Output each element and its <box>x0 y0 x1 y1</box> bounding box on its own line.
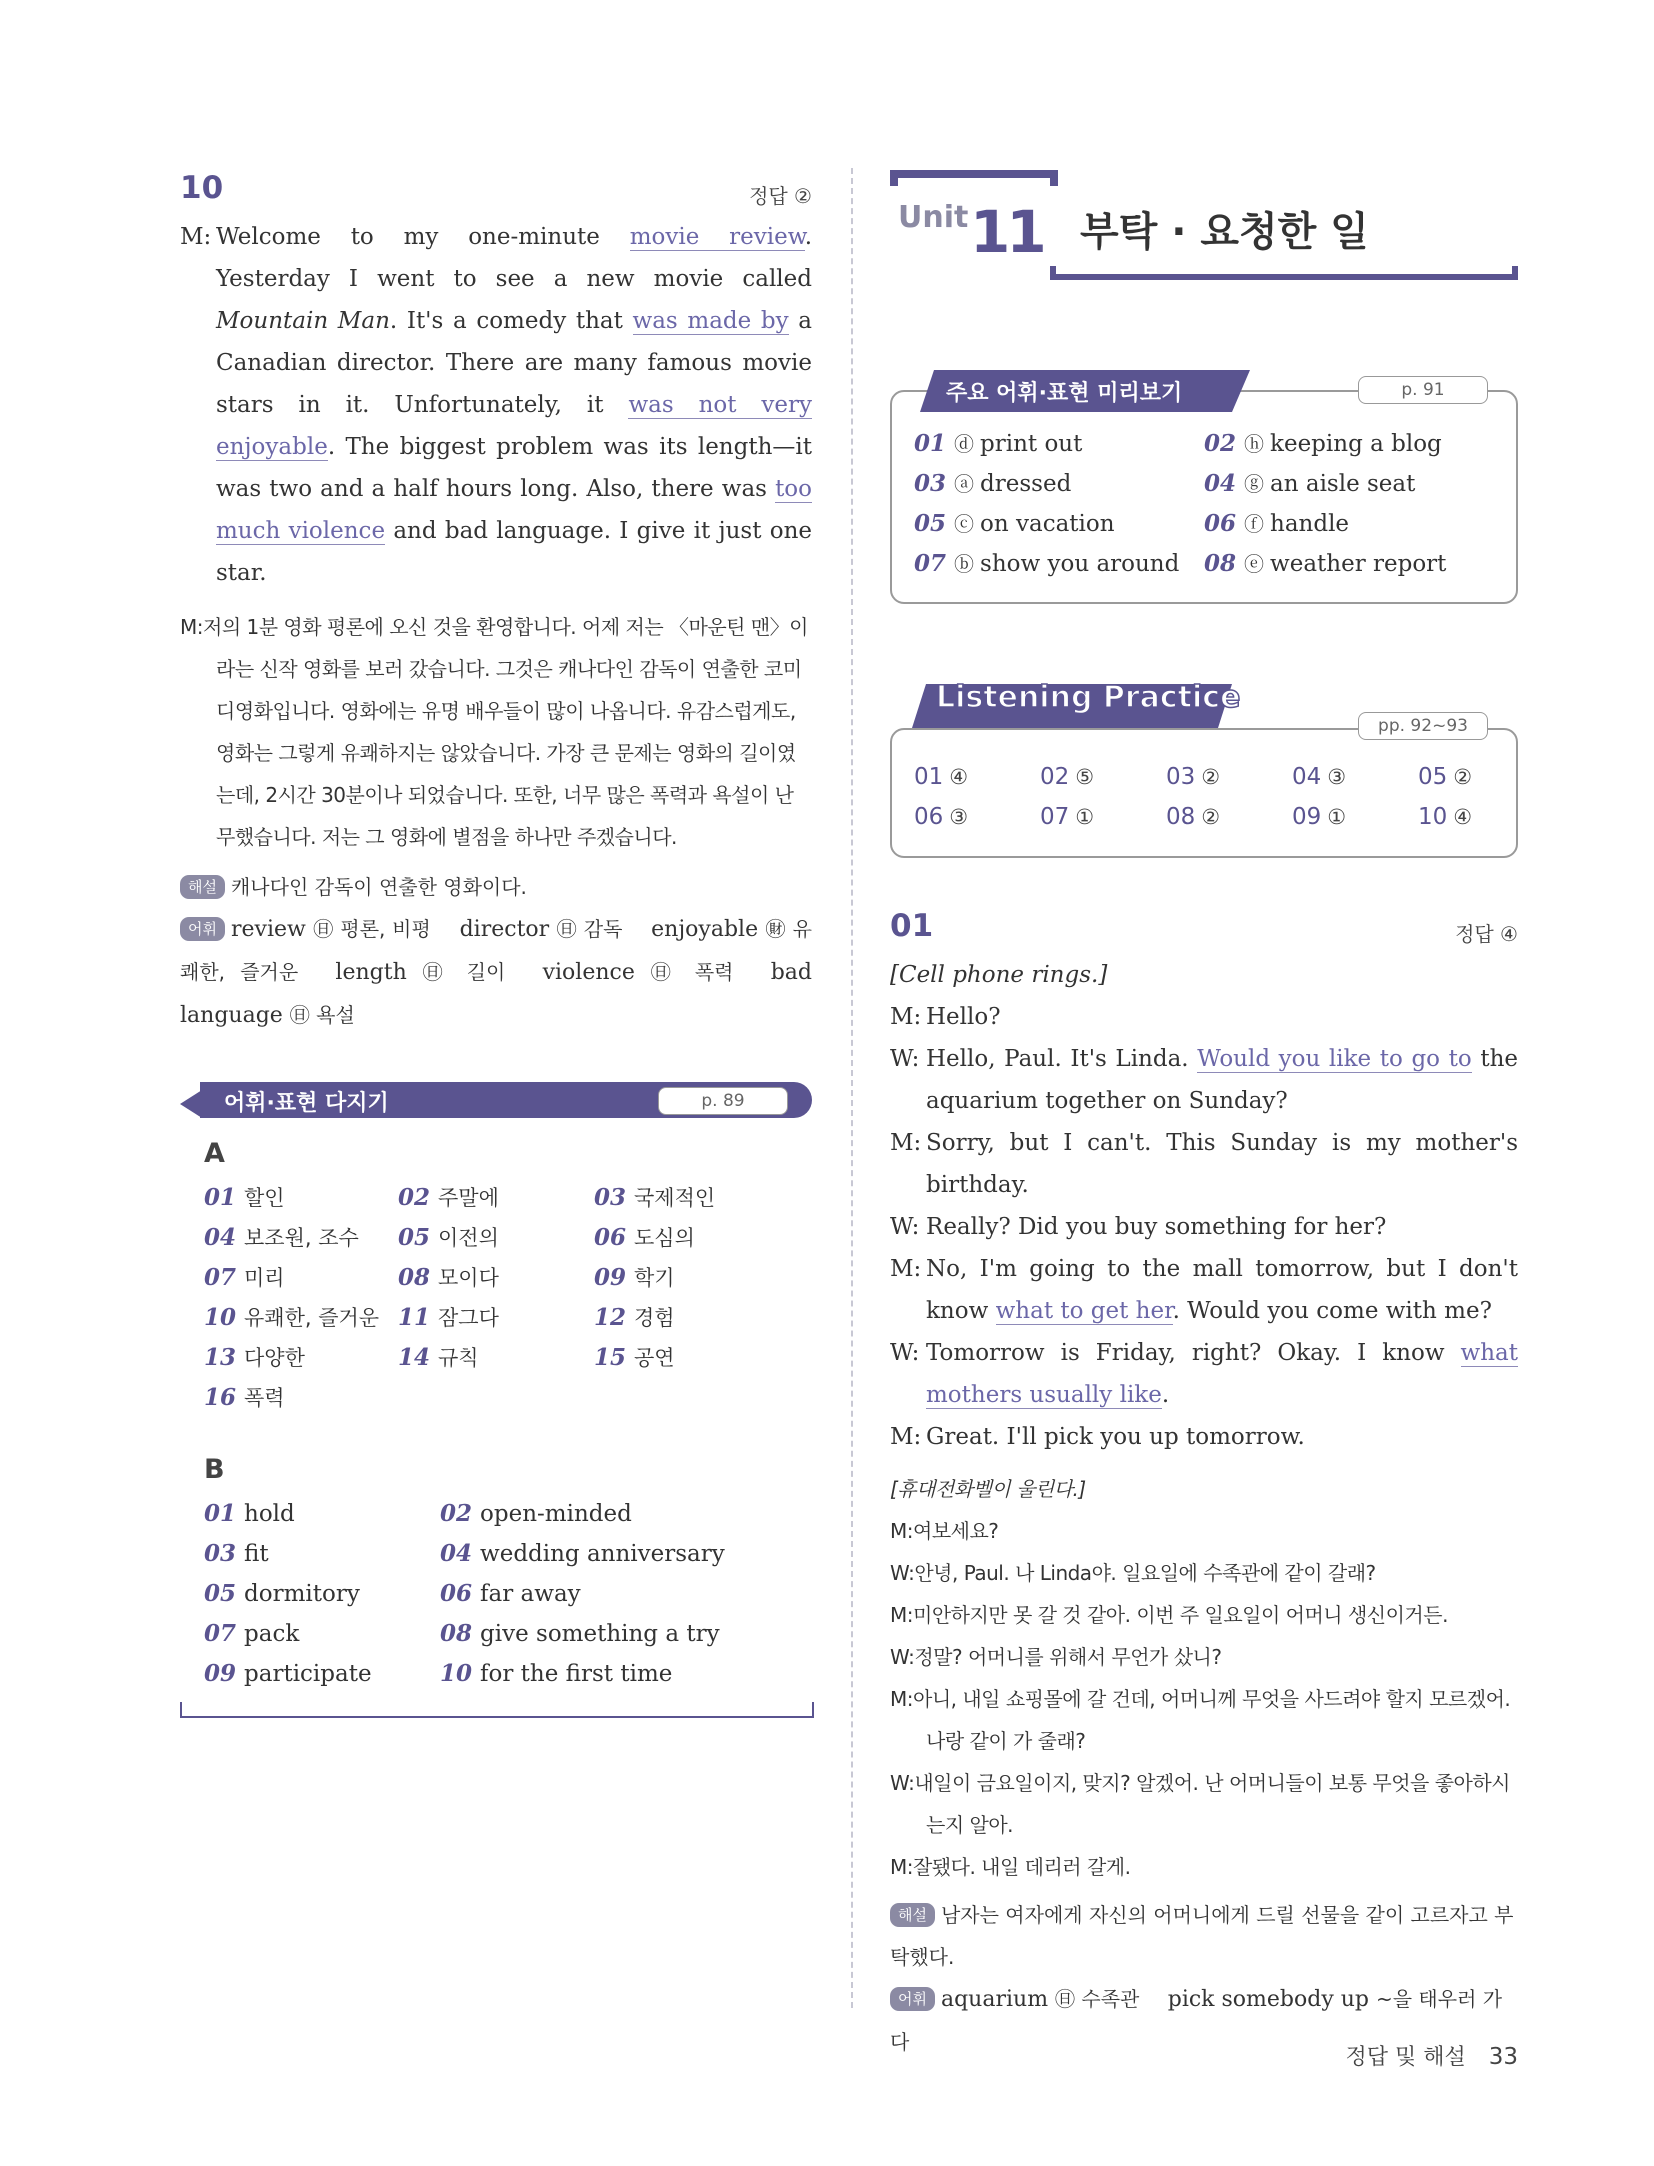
blank-answer: what mothers usually like <box>926 1340 1518 1408</box>
listening-title: Listening Practice <box>936 680 1241 715</box>
dialogue-english <box>180 216 812 594</box>
dialogue-line <box>890 1594 1518 1636</box>
vocab-en: violence <box>542 960 651 985</box>
vocab-en: review <box>230 917 314 942</box>
listening-item <box>1292 764 1346 790</box>
speaker: M: <box>180 224 212 250</box>
item-text: dressed <box>980 471 1072 497</box>
item-number: 01 <box>204 1500 237 1527</box>
section-a-item <box>594 1342 675 1372</box>
word-practice-section <box>180 1082 812 1722</box>
item-choice: ⓒ <box>954 512 975 536</box>
section-a-item <box>398 1182 499 1212</box>
practice-title: 어휘·표현 다지기 <box>224 1091 389 1116</box>
speaker: M: <box>890 1603 913 1627</box>
section-a-item <box>398 1302 499 1332</box>
dialogue-text: Hello, Paul. It's Linda. <box>926 1046 1198 1072</box>
dialogue-text: 여보세요? <box>913 1519 999 1543</box>
preview-item <box>1204 508 1349 537</box>
left-column <box>180 170 812 1037</box>
listening-item <box>1166 764 1220 790</box>
listening-page-box <box>1358 712 1488 740</box>
unit-header <box>890 170 1518 295</box>
item-number: 07 <box>204 1264 237 1291</box>
section-a-item <box>204 1262 285 1292</box>
item-number: 10 <box>204 1304 237 1331</box>
item-number: 04 <box>1292 764 1322 790</box>
section-a-item <box>398 1222 499 1252</box>
preview-item <box>914 508 1115 537</box>
question-01 <box>890 908 1518 2063</box>
dialogue-text: Really? Did you buy something for her? <box>926 1214 1387 1240</box>
item-number: 13 <box>204 1344 237 1371</box>
item-text: 폭력 <box>244 1386 285 1410</box>
preview-title: 주요 어휘·표현 미리보기 <box>946 381 1183 406</box>
section-a-item <box>204 1222 359 1252</box>
item-number: 07 <box>914 550 947 577</box>
item-number: 09 <box>204 1660 237 1687</box>
item-number: 04 <box>440 1540 473 1567</box>
item-text: 유쾌한, 즐거운 <box>244 1306 380 1330</box>
vocab-item <box>543 960 734 984</box>
vocab-ko: ㊐ 수족관 <box>1055 1987 1140 2011</box>
item-text: keeping a blog <box>1270 431 1442 457</box>
item-text: weather report <box>1270 551 1447 577</box>
item-number: 08 <box>1204 550 1237 577</box>
unit-label: Unit <box>898 200 969 235</box>
item-text: 보조원, 조수 <box>244 1226 359 1250</box>
dialogue-korean <box>180 606 812 858</box>
dialogue-line <box>890 1552 1518 1594</box>
preview-item <box>1204 468 1415 497</box>
dialogue-line <box>890 1678 1518 1762</box>
speaker: M: <box>890 1519 913 1543</box>
speaker: M: <box>890 1855 913 1879</box>
vocab-item <box>460 917 623 941</box>
answer-label: 정답 ② <box>749 184 812 208</box>
section-b-item <box>440 1660 672 1687</box>
item-number: 06 <box>594 1224 627 1251</box>
dialogue-line <box>890 1206 1518 1248</box>
vocab-en: pick somebody up <box>1167 1987 1376 2012</box>
speaker: M: <box>180 615 203 639</box>
vocab-ko: ㊐ 욕설 <box>289 1003 355 1027</box>
preview-item <box>914 428 1082 457</box>
section-a-item <box>204 1342 305 1372</box>
section-a-item <box>594 1182 715 1212</box>
speaker: W: <box>890 1214 920 1240</box>
dialogue-text: 정말? 어머니를 위해서 무언가 샀니? <box>914 1645 1222 1669</box>
item-text: 모이다 <box>438 1266 499 1290</box>
dialogue-text: Tomorrow is Friday, right? Okay. I know <box>926 1340 1461 1366</box>
speaker: W: <box>890 1771 915 1795</box>
stage-direction: [Cell phone rings.] <box>890 962 1108 988</box>
item-choice: ③ <box>1327 765 1347 789</box>
explanation-tag: 해설 <box>890 1903 935 1927</box>
vocab-item <box>335 960 505 984</box>
item-text: 국제적인 <box>634 1186 716 1210</box>
vocab-ko: ㊐ 평론, 비평 <box>313 917 431 941</box>
section-a-item <box>594 1302 675 1332</box>
preview-item <box>914 468 1071 497</box>
unit-title: 부탁 · 요청한 일 <box>1080 209 1369 255</box>
dialogue-text: the aquarium together on Sunday? <box>926 1046 1519 1114</box>
vocab-tag: 어휘 <box>890 1987 935 2011</box>
listening-item <box>1040 804 1094 830</box>
preview-item <box>1204 548 1446 577</box>
item-text: show you around <box>980 551 1180 577</box>
speaker: M: <box>890 1256 922 1282</box>
item-number: 06 <box>914 804 944 830</box>
item-text: 도심의 <box>634 1226 695 1250</box>
dialogue-text: . <box>1161 1382 1170 1408</box>
stage-direction-korean: [휴대전화벨이 울린다.] <box>890 1477 1086 1501</box>
item-number: 12 <box>594 1304 627 1331</box>
vocabulary <box>180 908 812 1037</box>
explanation-text: 캐나다인 감독이 연출한 영화이다. <box>230 875 527 899</box>
question-10-header <box>180 170 812 216</box>
explanation <box>890 1894 1518 1978</box>
listening-page: pp. 92~93 <box>1378 716 1468 736</box>
item-text: wedding anniversary <box>480 1541 725 1567</box>
item-text: give something a try <box>480 1621 720 1647</box>
section-a-item <box>398 1342 479 1372</box>
dialogue-text: 아니, 내일 쇼핑몰에 갈 건데, 어머니께 무엇을 사드려야 할지 모르겠어. 나랑 같이 가 줄래? <box>913 1687 1511 1753</box>
section-b-item <box>440 1540 725 1567</box>
dialogue-text: 저의 1분 영화 평론에 오신 것을 환영합니다. 어제 저는 〈마운틴 맨〉이라는 신작 영화를 보러 갔습니다. 그것은 캐나다인 감독이 연출한 코미디영화입니다. 영화에는 유명 배우들이 많이 나옵니다. 유감스럽게도, 영화는 그렇게 유쾌하지는 않았습니다. 가장 큰 문제는 영화의 길이였는데, 2시간 30분이나 되었습니다. 또한, 너무 많은 폭력과 욕설이 난무했습니다. 저는 그 영화에 별점을 하나만 주겠습니다. <box>203 615 808 849</box>
column-divider <box>851 168 853 2008</box>
explanation-tag: 해설 <box>180 875 225 899</box>
dialogue-line <box>890 996 1518 1038</box>
dialogue-line <box>890 1248 1518 1332</box>
listening-item <box>1292 804 1346 830</box>
question-number: 01 <box>890 908 934 944</box>
item-text: 할인 <box>244 1186 285 1210</box>
item-text: pack <box>244 1621 300 1647</box>
item-number: 01 <box>914 764 944 790</box>
vocab-item <box>941 1987 1139 2011</box>
vocab-ko: ㊐ 폭력 <box>650 960 734 984</box>
dialogue-text: No, I'm going to the mall tomorrow, but I don't know <box>926 1256 1518 1324</box>
preview-box <box>890 390 1518 604</box>
listening-item <box>1418 804 1472 830</box>
unit-top-bar <box>890 170 1058 178</box>
dialogue-line <box>890 1122 1518 1206</box>
speaker: M: <box>890 1687 913 1711</box>
section-b-item <box>440 1620 720 1647</box>
section-b-item <box>204 1660 372 1687</box>
dialogue-text: 미안하지만 못 갈 것 같아. 이번 주 일요일이 어머니 생신이거든. <box>913 1603 1448 1627</box>
item-text: an aisle seat <box>1270 471 1416 497</box>
dialogue-text: 안녕, Paul. 나 Linda야. 일요일에 수족관에 같이 갈래? <box>914 1561 1376 1585</box>
item-number: 05 <box>398 1224 431 1251</box>
unit-bottom-bar <box>1050 274 1518 280</box>
item-number: 10 <box>1418 804 1448 830</box>
vocab-en: aquarium <box>940 1987 1056 2012</box>
item-text: 공연 <box>634 1346 675 1370</box>
answer-label: 정답 ④ <box>1455 922 1518 946</box>
item-number: 01 <box>914 430 947 457</box>
item-text: 규칙 <box>438 1346 479 1370</box>
item-number: 07 <box>1040 804 1070 830</box>
item-text: 경험 <box>634 1306 675 1330</box>
speaker: W: <box>890 1645 915 1669</box>
item-choice: ⓑ <box>954 552 975 576</box>
item-number: 03 <box>1166 764 1196 790</box>
item-number: 09 <box>1292 804 1322 830</box>
item-choice: ② <box>1453 765 1473 789</box>
item-number: 15 <box>594 1344 627 1371</box>
dialogue-text: Hello? <box>926 1004 1001 1030</box>
item-number: 03 <box>594 1184 627 1211</box>
item-choice: ⓓ <box>954 432 975 456</box>
item-choice: ⓗ <box>1244 432 1265 456</box>
item-choice: ③ <box>949 805 969 829</box>
footer <box>1345 2040 1518 2071</box>
vocab-en: bad language <box>180 960 813 1028</box>
listening-item <box>1040 764 1094 790</box>
item-number: 14 <box>398 1344 431 1371</box>
item-text: handle <box>1270 511 1350 537</box>
dialogue-text: Sorry, but I can't. This Sunday is my mother's birthday. <box>926 1130 1518 1198</box>
item-number: 06 <box>440 1580 473 1607</box>
speaker: W: <box>890 1046 920 1072</box>
item-text: 이전의 <box>438 1226 499 1250</box>
item-choice: ⓖ <box>1244 472 1265 496</box>
dialogue-text: 잘됐다. 내일 데리러 갈게. <box>913 1855 1131 1879</box>
preview-item <box>914 548 1179 577</box>
item-text: 잠그다 <box>438 1306 499 1330</box>
section-a-label: A <box>204 1138 225 1169</box>
speaker: W: <box>890 1561 915 1585</box>
page-number: 33 <box>1488 2044 1518 2070</box>
title-text: Mountain Man <box>216 308 390 334</box>
practice-page-box <box>658 1087 788 1115</box>
item-text: 주말에 <box>438 1186 499 1210</box>
dialogue-text: 내일이 금요일이지, 맞지? 알겠어. 난 어머니들이 보통 무엇을 좋아하시는지 알아. <box>914 1771 1510 1837</box>
item-text: print out <box>980 431 1083 457</box>
item-choice: ① <box>1075 805 1095 829</box>
section-b-item <box>440 1580 581 1607</box>
dialogue-text: Welcome to my one-minute <box>216 224 630 250</box>
item-number: 01 <box>204 1184 237 1211</box>
vocab-ko: ㊐ 감독 <box>556 917 623 941</box>
vocab-ko: ㊐ 길이 <box>422 960 506 984</box>
item-text: hold <box>244 1501 295 1527</box>
vocab-en: enjoyable <box>651 917 766 942</box>
item-number: 04 <box>204 1224 237 1251</box>
item-text: 학기 <box>634 1266 675 1290</box>
vocab-en: length <box>335 960 423 985</box>
speaker: W: <box>890 1340 920 1366</box>
dialogue-line <box>890 1762 1518 1846</box>
explanation <box>180 866 812 908</box>
item-number: 08 <box>398 1264 431 1291</box>
item-choice: ② <box>1201 765 1221 789</box>
dialogue-line <box>890 1846 1518 1888</box>
listening-item <box>914 804 968 830</box>
item-choice: ④ <box>949 765 969 789</box>
speaker: M: <box>890 1004 922 1030</box>
item-choice: ⓔ <box>1244 552 1265 576</box>
item-number: 05 <box>914 510 947 537</box>
item-number: 05 <box>204 1580 237 1607</box>
item-number: 03 <box>204 1540 237 1567</box>
section-a-item <box>204 1182 285 1212</box>
item-text: 다양한 <box>244 1346 305 1370</box>
dialogue-line <box>180 216 812 594</box>
dialogue-line <box>890 1636 1518 1678</box>
listening-box <box>890 728 1518 858</box>
listening-item <box>1418 764 1472 790</box>
item-number: 16 <box>204 1384 237 1411</box>
preview-item <box>1204 428 1442 457</box>
dialogue-text: . Would you come with me? <box>1172 1298 1492 1324</box>
section-a-item <box>204 1382 285 1412</box>
blank-answer: Would you like to go to <box>1197 1046 1472 1072</box>
section-b-item <box>440 1500 632 1527</box>
item-choice: ① <box>1327 805 1347 829</box>
section-b-item <box>204 1580 360 1607</box>
item-number: 09 <box>594 1264 627 1291</box>
item-number: 02 <box>1040 764 1070 790</box>
dialogue-line <box>890 1332 1518 1416</box>
dialogue-text: Great. I'll pick you up tomorrow. <box>926 1424 1305 1450</box>
item-text: open-minded <box>480 1501 632 1527</box>
item-choice: ④ <box>1453 805 1473 829</box>
listening-item <box>914 764 968 790</box>
dialogue-text: . Yesterday I went to see a new movie called <box>216 224 812 292</box>
item-text: for the first time <box>480 1661 673 1687</box>
dialogue-text: and bad language. I give it just one star. <box>216 518 812 586</box>
item-number: 10 <box>440 1660 473 1687</box>
section-a-item <box>204 1302 379 1332</box>
item-number: 07 <box>204 1620 237 1647</box>
item-number: 11 <box>398 1304 431 1331</box>
blank-answer: was made by <box>632 308 789 334</box>
blank-answer: movie review <box>629 224 805 250</box>
blank-answer: what to get her <box>995 1298 1173 1324</box>
dialogue-line <box>890 1038 1518 1122</box>
unit-number: 11 <box>970 198 1043 266</box>
item-number: 05 <box>1418 764 1448 790</box>
preview-page-box <box>1358 376 1488 404</box>
dialogue-text: . The biggest problem was its length—it was two and a half hours long. Also, there was <box>216 434 812 502</box>
section-bracket <box>180 1702 814 1718</box>
item-text: on vacation <box>980 511 1115 537</box>
blank-answer: too much violence <box>216 476 812 544</box>
item-number: 03 <box>914 470 947 497</box>
item-number: 06 <box>1204 510 1237 537</box>
section-a-item <box>594 1262 675 1292</box>
vocab-ko: ㊖ 유쾌한, 즐거운 <box>180 917 812 984</box>
section-b-item <box>204 1540 269 1567</box>
item-text: far away <box>480 1581 581 1607</box>
item-number: 08 <box>440 1620 473 1647</box>
banner-arrow <box>180 1090 202 1118</box>
dialogue-line <box>890 1416 1518 1458</box>
item-text: 미리 <box>244 1266 285 1290</box>
item-number: 02 <box>1204 430 1237 457</box>
speaker: M: <box>890 1130 922 1156</box>
explanation-text: 남자는 여자에게 자신의 어머니에게 드릴 선물을 같이 고르자고 부탁했다. <box>890 1903 1514 1969</box>
blank-answer: was not very enjoyable <box>216 392 812 460</box>
vocab-tag: 어휘 <box>180 917 225 941</box>
vocab-en: director <box>459 917 557 942</box>
section-a-item <box>398 1262 499 1292</box>
item-number: 02 <box>440 1500 473 1527</box>
section-b-item <box>204 1620 299 1647</box>
dialogue-korean <box>890 1510 1518 1888</box>
vocab-item <box>231 917 431 941</box>
dialogue-english <box>890 996 1518 1458</box>
item-choice: ⓐ <box>954 472 975 496</box>
item-text: dormitory <box>244 1581 360 1607</box>
footer-label: 정답 및 해설 <box>1345 2045 1466 2070</box>
item-number: 08 <box>1166 804 1196 830</box>
section-b-item <box>204 1500 295 1527</box>
preview-page: p. 91 <box>1401 380 1445 400</box>
listening-item <box>1166 804 1220 830</box>
question-number: 10 <box>180 170 224 206</box>
section-b-label: B <box>204 1454 225 1485</box>
item-text: participate <box>244 1661 372 1687</box>
item-text: fit <box>244 1541 269 1567</box>
vocab-ko: ~을 태우러 가다 <box>890 1987 1503 2054</box>
practice-page: p. 89 <box>701 1091 745 1111</box>
question-01-header <box>890 908 1518 954</box>
item-number: 02 <box>398 1184 431 1211</box>
item-choice: ② <box>1201 805 1221 829</box>
dialogue-line <box>180 606 812 858</box>
dialogue-line <box>890 1510 1518 1552</box>
item-choice: ⑤ <box>1075 765 1095 789</box>
item-choice: ⓕ <box>1244 512 1265 536</box>
dialogue-text: a Canadian director. There are many famous movie stars in it. Unfortunately, it <box>216 308 812 418</box>
item-number: 04 <box>1204 470 1237 497</box>
section-a-item <box>594 1222 695 1252</box>
speaker: M: <box>890 1424 922 1450</box>
dialogue-text: . It's a comedy that <box>389 308 633 334</box>
